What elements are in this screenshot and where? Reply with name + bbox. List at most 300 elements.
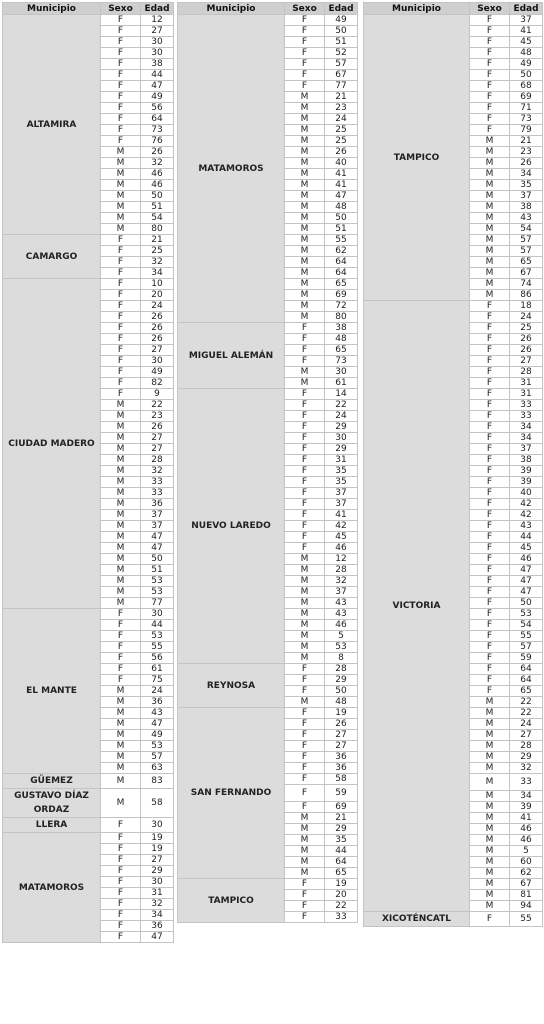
sexo-cell: M — [470, 719, 510, 730]
sexo-cell: F — [101, 323, 141, 334]
sexo-cell: M — [285, 246, 325, 257]
edad-cell: 29 — [510, 752, 543, 763]
sexo-cell: M — [470, 857, 510, 868]
edad-cell: 27 — [325, 730, 358, 741]
sexo-cell: M — [285, 224, 325, 235]
sexo-cell: F — [285, 510, 325, 521]
edad-cell: 59 — [510, 653, 543, 664]
sexo-cell: M — [101, 433, 141, 444]
sexo-cell: F — [285, 521, 325, 532]
edad-cell: 39 — [510, 802, 543, 813]
edad-cell: 44 — [510, 532, 543, 543]
sexo-cell: F — [101, 642, 141, 653]
sexo-cell: M — [101, 147, 141, 158]
sexo-cell: F — [101, 855, 141, 866]
edad-cell: 64 — [510, 675, 543, 686]
edad-cell: 62 — [325, 246, 358, 257]
edad-cell: 38 — [141, 59, 174, 70]
sexo-cell: F — [101, 125, 141, 136]
table-row — [3, 279, 174, 290]
edad-cell: 10 — [141, 279, 174, 290]
edad-cell: 28 — [510, 367, 543, 378]
edad-cell: 49 — [325, 15, 358, 26]
sexo-cell: F — [101, 356, 141, 367]
edad-cell: 76 — [141, 136, 174, 147]
edad-cell: 40 — [510, 488, 543, 499]
edad-cell: 21 — [325, 92, 358, 103]
edad-cell: 72 — [325, 301, 358, 312]
edad-cell: 46 — [141, 169, 174, 180]
sexo-cell: F — [470, 92, 510, 103]
edad-cell: 46 — [141, 180, 174, 191]
sexo-cell: M — [101, 499, 141, 510]
edad-cell: 56 — [141, 103, 174, 114]
edad-cell: 22 — [325, 901, 358, 912]
edad-cell: 50 — [141, 191, 174, 202]
edad-cell: 26 — [510, 345, 543, 356]
sexo-cell: F — [101, 103, 141, 114]
edad-cell: 18 — [510, 301, 543, 312]
sexo-cell: F — [285, 901, 325, 912]
sexo-cell: F — [101, 257, 141, 268]
sexo-cell: M — [285, 158, 325, 169]
sexo-cell: M — [470, 868, 510, 879]
sexo-cell: F — [470, 114, 510, 125]
sexo-cell: M — [285, 868, 325, 879]
sexo-cell: F — [470, 444, 510, 455]
edad-cell: 23 — [510, 147, 543, 158]
sexo-cell: F — [470, 675, 510, 686]
edad-cell: 71 — [510, 103, 543, 114]
sexo-cell: F — [101, 833, 141, 844]
edad-cell: 12 — [141, 15, 174, 26]
sexo-cell: F — [101, 345, 141, 356]
sexo-cell: F — [101, 877, 141, 888]
edad-cell: 67 — [325, 70, 358, 81]
edad-cell: 27 — [141, 855, 174, 866]
sexo-cell: M — [470, 268, 510, 279]
edad-cell: 31 — [325, 455, 358, 466]
edad-cell: 25 — [325, 125, 358, 136]
edad-cell: 42 — [510, 510, 543, 521]
sexo-cell: F — [285, 81, 325, 92]
edad-cell: 54 — [510, 224, 543, 235]
sexo-cell: M — [101, 598, 141, 609]
municipio-cell: TAMPICO — [178, 879, 285, 923]
table-row — [364, 912, 543, 927]
sexo-cell: F — [285, 664, 325, 675]
edad-cell: 12 — [325, 554, 358, 565]
sexo-cell: M — [285, 609, 325, 620]
sexo-cell: M — [470, 846, 510, 857]
municipio-cell: MATAMOROS — [3, 833, 101, 943]
municipio-cell: VICTORIA — [364, 301, 470, 912]
sexo-cell: M — [285, 565, 325, 576]
sexo-cell: F — [285, 356, 325, 367]
edad-cell: 29 — [325, 824, 358, 835]
edad-cell: 26 — [510, 334, 543, 345]
sexo-cell: F — [101, 334, 141, 345]
edad-cell: 64 — [325, 857, 358, 868]
sexo-cell: F — [470, 686, 510, 697]
edad-cell: 55 — [510, 631, 543, 642]
edad-cell: 65 — [510, 257, 543, 268]
edad-cell: 35 — [510, 180, 543, 191]
edad-cell: 53 — [510, 609, 543, 620]
municipio-cell: NUEVO LAREDO — [178, 389, 285, 664]
edad-cell: 83 — [141, 774, 174, 789]
municipio-cell: CIUDAD MADERO — [3, 279, 101, 609]
sexo-cell: F — [101, 246, 141, 257]
edad-cell: 21 — [141, 235, 174, 246]
edad-cell: 25 — [141, 246, 174, 257]
sexo-cell: M — [470, 136, 510, 147]
sexo-cell: M — [285, 824, 325, 835]
sexo-cell: M — [101, 466, 141, 477]
edad-cell: 31 — [141, 888, 174, 899]
sexo-cell: F — [285, 334, 325, 345]
edad-cell: 57 — [510, 246, 543, 257]
sexo-cell: M — [285, 191, 325, 202]
sexo-cell: M — [470, 752, 510, 763]
sexo-cell: M — [101, 224, 141, 235]
edad-cell: 30 — [141, 877, 174, 888]
sexo-cell: F — [470, 510, 510, 521]
table-row — [3, 789, 174, 818]
edad-cell: 47 — [141, 932, 174, 943]
sexo-cell: F — [101, 37, 141, 48]
sexo-cell: M — [470, 224, 510, 235]
sexo-cell: M — [101, 730, 141, 741]
sexo-cell: M — [470, 824, 510, 835]
sexo-cell: F — [470, 477, 510, 488]
sexo-cell: M — [285, 813, 325, 824]
edad-cell: 57 — [510, 235, 543, 246]
sexo-cell: M — [285, 180, 325, 191]
table-row — [178, 708, 358, 719]
edad-cell: 36 — [141, 921, 174, 932]
edad-cell: 46 — [510, 824, 543, 835]
sexo-cell: M — [470, 180, 510, 191]
sexo-cell: F — [470, 521, 510, 532]
municipio-cell: ALTAMIRA — [3, 15, 101, 235]
sexo-cell: F — [470, 554, 510, 565]
edad-cell: 24 — [141, 686, 174, 697]
edad-cell: 51 — [325, 224, 358, 235]
edad-cell: 19 — [141, 833, 174, 844]
sexo-cell: M — [101, 576, 141, 587]
edad-cell: 37 — [141, 521, 174, 532]
sexo-cell: F — [285, 466, 325, 477]
sexo-cell: F — [101, 866, 141, 877]
edad-cell: 19 — [325, 879, 358, 890]
sexo-cell: M — [101, 213, 141, 224]
sexo-cell: F — [470, 631, 510, 642]
sexo-cell: F — [470, 356, 510, 367]
edad-cell: 81 — [510, 890, 543, 901]
sexo-cell: F — [285, 433, 325, 444]
sexo-cell: F — [101, 48, 141, 59]
sexo-cell: M — [101, 169, 141, 180]
sexo-cell: F — [285, 70, 325, 81]
edad-cell: 80 — [141, 224, 174, 235]
sexo-cell: F — [101, 279, 141, 290]
sexo-cell: F — [470, 422, 510, 433]
edad-cell: 28 — [141, 455, 174, 466]
edad-cell: 53 — [325, 642, 358, 653]
sexo-cell: F — [101, 59, 141, 70]
sexo-cell: F — [470, 488, 510, 499]
edad-cell: 27 — [325, 741, 358, 752]
sexo-cell: M — [101, 521, 141, 532]
edad-cell: 53 — [141, 587, 174, 598]
sexo-cell: F — [285, 543, 325, 554]
sexo-cell: F — [470, 609, 510, 620]
municipio-cell: TAMPICO — [364, 15, 470, 301]
table-row — [3, 235, 174, 246]
edad-cell: 26 — [325, 719, 358, 730]
sexo-cell: F — [470, 378, 510, 389]
edad-cell: 58 — [141, 789, 174, 818]
header-municipio: Municipio — [364, 3, 470, 15]
edad-cell: 5 — [325, 631, 358, 642]
sexo-cell: F — [285, 686, 325, 697]
sexo-cell: M — [101, 708, 141, 719]
sexo-cell: F — [101, 81, 141, 92]
sexo-cell: M — [101, 455, 141, 466]
sexo-cell: F — [101, 389, 141, 400]
sexo-cell: M — [101, 763, 141, 774]
edad-cell: 49 — [141, 730, 174, 741]
edad-cell: 34 — [141, 268, 174, 279]
sexo-cell: F — [285, 323, 325, 334]
edad-cell: 67 — [510, 879, 543, 890]
sexo-cell: M — [470, 774, 510, 791]
edad-cell: 77 — [141, 598, 174, 609]
sexo-cell: M — [285, 114, 325, 125]
sexo-cell: M — [470, 191, 510, 202]
sexo-cell: F — [285, 890, 325, 901]
sexo-cell: F — [470, 400, 510, 411]
edad-cell: 49 — [510, 59, 543, 70]
edad-cell: 51 — [141, 565, 174, 576]
sexo-cell: F — [101, 932, 141, 943]
edad-cell: 27 — [141, 345, 174, 356]
edad-cell: 65 — [325, 868, 358, 879]
sexo-cell: M — [285, 598, 325, 609]
sexo-cell: M — [101, 202, 141, 213]
edad-cell: 57 — [141, 752, 174, 763]
edad-cell: 50 — [325, 686, 358, 697]
sexo-cell: M — [470, 290, 510, 301]
sexo-cell: F — [101, 609, 141, 620]
table-row — [178, 15, 358, 26]
sexo-cell: M — [101, 532, 141, 543]
sexo-cell: F — [470, 323, 510, 334]
edad-cell: 49 — [141, 92, 174, 103]
header-edad: Edad — [325, 3, 358, 15]
sexo-cell: F — [101, 70, 141, 81]
sexo-cell: F — [101, 620, 141, 631]
edad-cell: 53 — [141, 576, 174, 587]
sexo-cell: F — [285, 675, 325, 686]
sexo-cell: F — [470, 59, 510, 70]
table-row — [178, 664, 358, 675]
sexo-cell: F — [101, 899, 141, 910]
sexo-cell: F — [470, 301, 510, 312]
sexo-cell: F — [101, 15, 141, 26]
edad-cell: 22 — [510, 708, 543, 719]
header-sexo: Sexo — [101, 3, 141, 15]
edad-cell: 19 — [325, 708, 358, 719]
edad-cell: 73 — [325, 356, 358, 367]
edad-cell: 65 — [325, 279, 358, 290]
sexo-cell: F — [470, 81, 510, 92]
edad-cell: 41 — [325, 510, 358, 521]
edad-cell: 64 — [141, 114, 174, 125]
edad-cell: 29 — [141, 866, 174, 877]
edad-cell: 26 — [141, 312, 174, 323]
edad-cell: 86 — [510, 290, 543, 301]
edad-cell: 27 — [141, 433, 174, 444]
edad-cell: 45 — [510, 37, 543, 48]
edad-cell: 37 — [510, 191, 543, 202]
edad-cell: 33 — [141, 488, 174, 499]
edad-cell: 19 — [141, 844, 174, 855]
municipio-cell: CAMARGO — [3, 235, 101, 279]
sexo-cell: F — [285, 532, 325, 543]
edad-cell: 34 — [510, 422, 543, 433]
sexo-cell: M — [285, 631, 325, 642]
edad-cell: 44 — [141, 70, 174, 81]
edad-cell: 26 — [325, 147, 358, 158]
edad-cell: 47 — [141, 532, 174, 543]
edad-cell: 22 — [325, 400, 358, 411]
municipio-cell: MIGUEL ALEMÁN — [178, 323, 285, 389]
edad-cell: 46 — [325, 620, 358, 631]
edad-cell: 47 — [141, 543, 174, 554]
sexo-cell: M — [285, 279, 325, 290]
edad-cell: 48 — [325, 334, 358, 345]
edad-cell: 30 — [141, 609, 174, 620]
header-sexo: Sexo — [285, 3, 325, 15]
edad-cell: 45 — [325, 532, 358, 543]
edad-cell: 25 — [325, 136, 358, 147]
sexo-cell: F — [470, 411, 510, 422]
sexo-cell: F — [101, 290, 141, 301]
edad-cell: 41 — [510, 26, 543, 37]
sexo-cell: F — [470, 455, 510, 466]
edad-cell: 22 — [141, 400, 174, 411]
sexo-cell: F — [101, 235, 141, 246]
edad-cell: 44 — [141, 620, 174, 631]
edad-cell: 54 — [510, 620, 543, 631]
sexo-cell: M — [285, 257, 325, 268]
municipio-cell: XICOTÉNCATL — [364, 912, 470, 927]
table-column-2 — [177, 2, 358, 923]
sexo-cell: F — [285, 802, 325, 813]
edad-cell: 30 — [141, 818, 174, 833]
sexo-cell: F — [285, 15, 325, 26]
sexo-cell: F — [101, 675, 141, 686]
edad-cell: 43 — [510, 213, 543, 224]
edad-cell: 32 — [141, 899, 174, 910]
sexo-cell: F — [285, 763, 325, 774]
table-row — [178, 879, 358, 890]
sexo-cell: F — [285, 345, 325, 356]
sexo-cell: M — [101, 158, 141, 169]
edad-cell: 51 — [325, 37, 358, 48]
sexo-cell: F — [470, 642, 510, 653]
edad-cell: 32 — [510, 763, 543, 774]
sexo-cell: F — [470, 334, 510, 345]
sexo-cell: M — [470, 708, 510, 719]
sexo-cell: M — [285, 587, 325, 598]
sexo-cell: M — [101, 752, 141, 763]
municipio-cell: GÜEMEZ — [3, 774, 101, 789]
edad-cell: 35 — [325, 835, 358, 846]
sexo-cell: M — [470, 246, 510, 257]
edad-cell: 36 — [325, 763, 358, 774]
edad-cell: 47 — [325, 191, 358, 202]
header-municipio: Municipio — [178, 3, 285, 15]
data-table — [2, 2, 174, 943]
edad-cell: 38 — [325, 323, 358, 334]
sexo-cell: M — [285, 290, 325, 301]
sexo-cell: M — [101, 719, 141, 730]
edad-cell: 45 — [510, 543, 543, 554]
table-row — [3, 774, 174, 789]
sexo-cell: M — [470, 835, 510, 846]
sexo-cell: F — [470, 312, 510, 323]
edad-cell: 39 — [510, 477, 543, 488]
sexo-cell: F — [470, 37, 510, 48]
sexo-cell: F — [101, 301, 141, 312]
edad-cell: 9 — [141, 389, 174, 400]
sexo-cell: M — [101, 789, 141, 818]
edad-cell: 24 — [141, 301, 174, 312]
sexo-cell: M — [285, 136, 325, 147]
edad-cell: 26 — [141, 334, 174, 345]
sexo-cell: M — [470, 257, 510, 268]
edad-cell: 69 — [325, 802, 358, 813]
sexo-cell: F — [101, 818, 141, 833]
edad-cell: 50 — [141, 554, 174, 565]
edad-cell: 47 — [510, 565, 543, 576]
edad-cell: 27 — [510, 730, 543, 741]
edad-cell: 28 — [325, 664, 358, 675]
sexo-cell: F — [285, 444, 325, 455]
edad-cell: 21 — [510, 136, 543, 147]
sexo-cell: F — [470, 499, 510, 510]
edad-cell: 52 — [325, 48, 358, 59]
sexo-cell: M — [285, 576, 325, 587]
edad-cell: 46 — [510, 835, 543, 846]
sexo-cell: M — [470, 158, 510, 169]
sexo-cell: M — [101, 477, 141, 488]
sexo-cell: F — [101, 910, 141, 921]
sexo-cell: M — [101, 697, 141, 708]
sexo-cell: M — [285, 125, 325, 136]
sexo-cell: F — [101, 114, 141, 125]
header-sexo: Sexo — [470, 3, 510, 15]
edad-cell: 30 — [141, 356, 174, 367]
edad-cell: 37 — [510, 444, 543, 455]
edad-cell: 34 — [510, 433, 543, 444]
table-row — [364, 301, 543, 312]
sexo-cell: M — [470, 890, 510, 901]
sexo-cell: F — [470, 576, 510, 587]
